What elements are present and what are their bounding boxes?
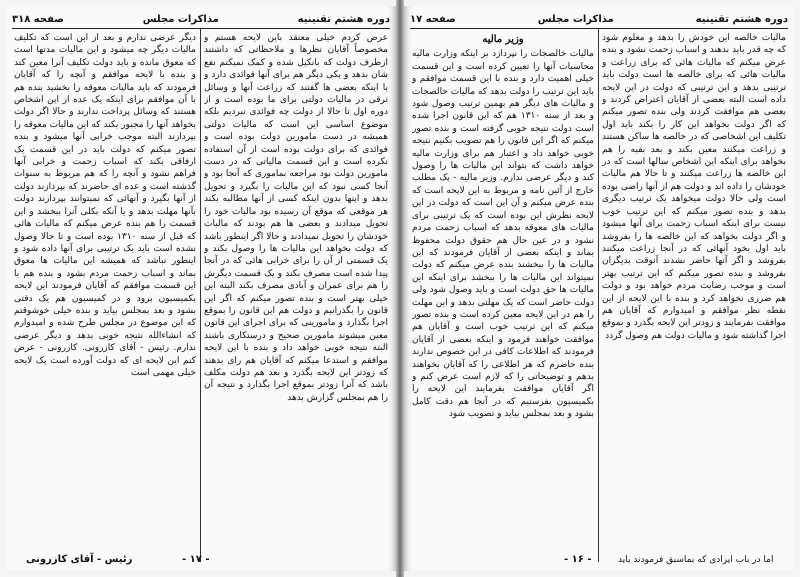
left-header-rule — [12, 28, 390, 29]
left-page-left-column — [14, 32, 196, 560]
right-header-session: دوره هشتم تقنینیه — [695, 13, 788, 25]
right-header-page-label: صفحه ۱۷ — [410, 13, 456, 25]
book-gutter — [396, 0, 404, 577]
right-header-title: مذاکرات مجلس — [537, 13, 614, 25]
left-page-right-column — [204, 32, 388, 560]
right-col-subheading: وزیر مالیه — [482, 34, 524, 45]
left-col-right-text: عرض کردم خیلی معتقد باین لایحه هستم و مخصوصاً آقایان نظرها و ملاحظاتی که داشتند ازطرف دولت که بانکیل شده و کمک نمیکنم نفع شان بدهد و یکی دیگر هم برای آنها فوائدی دارد و با اینکه بعضی ها گفتند که زراعت آنها و وسائل ترقی در مالیات دولتی برای ما بوده است و از دوره اول تا حالا از دولت چه فوائدی نبردیم بلکه موضوع اساسی این است که مالیات دولتی همیشه در دست مامورین دولت بوده است و فوائدی که برای دولت بوده است از آن استفاده نکرده است و این قسمت مالیاتی که در دست مامورین دولت بود مراجعه بماموری که آنجا بود و آنجا کسی نبود که این مالیات را بگیرد و تحویل بدهد و اینها بدون اینکه کسی از آنها مطالبه بکند هر موقعی که موقع آن رسیده بود مالیات خود را تحویل میدادند و بعضی ها هم بودند که مالیات خودشان را تحویل نمیدادند و حالا اگر اینطور باشد که دولت بخواهد این مالیات ها را وصول بکند و یک قسمتی از آن را برای خرابی هائی که در آنجا پیدا شده است مصرف بکند و یک قسمت دیگرش را هم برای عمران و آبادی مصرف بکند البته این خیلی بهتر است و بنده تصور میکنم که اگر این قانون را بگذرانیم و دولت هم این قانون را بموقع اجرا بگذارد و مامورینی که برای اجرای این قانون معین میشوند مامورین صحیح و درستکاری باشند البته نتیجه خوبی خواهد داد و بنده با این لایحه موافقم و استدعا میکنم که آقایان هم رای بدهند که زودتر این لایحه بگذرد و بعد هم دولت مکلف باشد که آنرا زودتر بموقع اجرا بگذارد و نتیجه آن را هم بمجلس گزارش بدهد — [204, 33, 388, 403]
right-footer-page-number: - ۱۶ - — [564, 554, 592, 565]
left-page — [6, 6, 396, 571]
right-page — [404, 6, 794, 571]
right-page-left-column — [412, 32, 594, 560]
left-footer-speaker: رئیس - آقای کازرونی — [26, 554, 133, 565]
right-column-divider — [598, 28, 599, 562]
right-header-rule — [410, 28, 788, 29]
left-header-title: مذاکرات مجلس — [142, 13, 219, 25]
right-page-header — [410, 12, 788, 26]
right-col-right-text: مالیات خالصه این خودش را بدهد و معلوم شود که چه قدر باید بدهند و اسباب زحمت نشود و بنده عرض میکنم که مالیات هائی که برای زراعت و مالیات هائی که برای خالصه ها است دولت باید ترتیبی بدهد و این ترتیبی که دولت در این لایحه داده است البته بعضی از آقایان اعتراض کردند و بعضی هم موافقت کردند ولی بنده تصور میکنم که اگر دولت بخواهد این کار را بکند باید اول تکلیف این اشخاصی که در خالصه ها ساکن هستند و زراعت میکنند معین بکند و بعد بقیه را هم بخواهد برای اینکه این اشخاص سالها است که در این خالصه ها زراعت میکنند و تا حالا هم مالیات خودشان را داده اند و دولت هم از آنها راضی بوده است ولی حالا دولت میخواهد یک ترتیب دیگری بدهد و بنده تصور میکنم که این ترتیب خوب نیست برای اینکه اسباب زحمت برای آنها میشود و اگر دولت بخواهد که این خالصه ها را بفروشد باید اول بخود آنهائی که در آنجا زراعت میکنند بفروشد و اگر آنها حاضر نشدند آنوقت بدیگران بفروشد و بنده تصور میکنم که این ترتیب بهتر است و موجب رضایت مردم خواهد بود و دولت هم ضرری نخواهد کرد و بنده با این لایحه از این نقطه نظر موافقم و امیدوارم که آقایان هم موافقت بفرمایند و زودتر این لایحه بگذرد و بموقع اجرا گذاشته شود و مالیات دولت هم وصول گردد — [602, 33, 786, 341]
right-col-left-text: مالیات خالصجات را نپردازد بر اینکه وزارت مالیه محاسبات آنها را تعیین کرده است و این قسمت خیلی اهمیت دارد و بنده با این قسمت موافقم و باید این ترتیب را دولت بدهد که مالیات خالصجات و مالیات های دیگر هم بهمین ترتیب وصول شود و بعد از سنه ۱۳۱۰ هم که این قانون اجرا شده است دولت نتیجه خوبی گرفته است و بنده تصور میکنم که اگر این قانون را هم تصویب بکنیم نتیجه خوبی خواهد داد و اعتبار هم برای وزارت مالیه خواهد داشت که بتواند این مالیات ها را وصول کند و دیگر عرضی ندارم. وزیر مالیه - یک مطلب خارج از آئین نامه و مربوط به این لایحه است که بنده عرض میکنم و آن این است که دولت در این لایحه نظرش این بوده است که یک ترتیبی برای مالیات های معوقه بدهد که اسباب زحمت مردم نشود و در عین حال هم حقوق دولت محفوظ بماند و اینکه بعضی از آقایان فرمودند که این مالیات ها را ببخشند بنده عرض میکنم که دولت نمیتواند این مالیات ها را ببخشد برای اینکه این مالیات ها حق دولت است و باید وصول شود ولی دولت حاضر است که یک مهلتی بدهد و این مهلت را هم در این لایحه معین کرده است و بنده تصور میکنم که این ترتیب خوب است و آقایان هم موافقت خواهند فرمود و اینکه بعضی از آقایان فرمودند که اطلاعات کافی در این خصوص ندارند بنده حاضرم که هر اطلاعی را که آقایان بخواهند بدهم و توضیحاتی را که لازم است عرض کنم و اگر آقایان موافقت بفرمایند این لایحه را بکمیسیون بفرستیم که در آنجا هم دقت کامل بشود و بعد بمجلس بیاید و تصویب شود — [412, 49, 594, 420]
left-column-divider — [200, 28, 201, 562]
right-footer-note: اما در باب ایرادی که بماسبق فرمودند باید — [618, 555, 774, 565]
right-page-right-column — [602, 32, 786, 560]
left-page-header — [12, 12, 390, 26]
left-col-left-text: دیگر عرضی ندارم و بعد از این است که تکلیف مالیات دیگر چه میشود و این مالیات مدتها است که معوق مانده و باید دولت تکلیف آنرا معین کند و بنده با لایحه موافقم و آنچه را که آقایان فرمودند که باید مالیات معوقه را بخشید بنده هم با آن موافقم برای اینکه یک عده از این اشخاص هستند که وسائل پرداخت ندارند و حالا اگر دولت بخواهد آنها را مجبور بکند که این مالیات معوقه را بپردازند البته موجب خرابی آنها میشود و بنده تصور میکنم که دولت باید در این قسمت یک ارفاقی بکند که اسباب زحمت و خرابی آنها فراهم نشود و آنچه را که هم مربوط به سنوات گذشته است و عده ای حاضرند که بپردازند دولت از آنها بگیرد و آنهائی که نمیتوانند بپردازند دولت بآنها مهلت بدهد و یا آنکه بکلی آنرا ببخشد و این قسمت را هم بنده عرض میکنم که مالیات هائی که قبل از سنه ۱۳۱۰ بوده است و تا حالا وصول نشده است باید یک ترتیبی برای آنها داده شود و اینطور نباشد که همیشه این مالیات ها معوق بماند و اسباب زحمت مردم بشود و بنده هم با این قسمت موافقم که آقایان فرمودند این لایحه بکمیسیون برود و در کمیسیون هم یک دقتی بشود و بعد بمجلس بیاید و بنده خیلی خوشوقتم که این موضوع در مجلس طرح شده و امیدوارم که انشاءالله نتیجه خوبی بدهد و دیگر عرضی ندارم. رئیس - آقای کازرونی. کازرونی - عرض کنم این لایحه ای که دولت آورده است یک لایحه خیلی مهمی است — [14, 33, 196, 378]
left-header-page-label: صفحه ۳۱۸ — [12, 13, 64, 25]
left-header-session: دوره هشتم تقنینیه — [297, 13, 390, 25]
left-footer-page-number: - ۱۷ - — [182, 554, 210, 565]
